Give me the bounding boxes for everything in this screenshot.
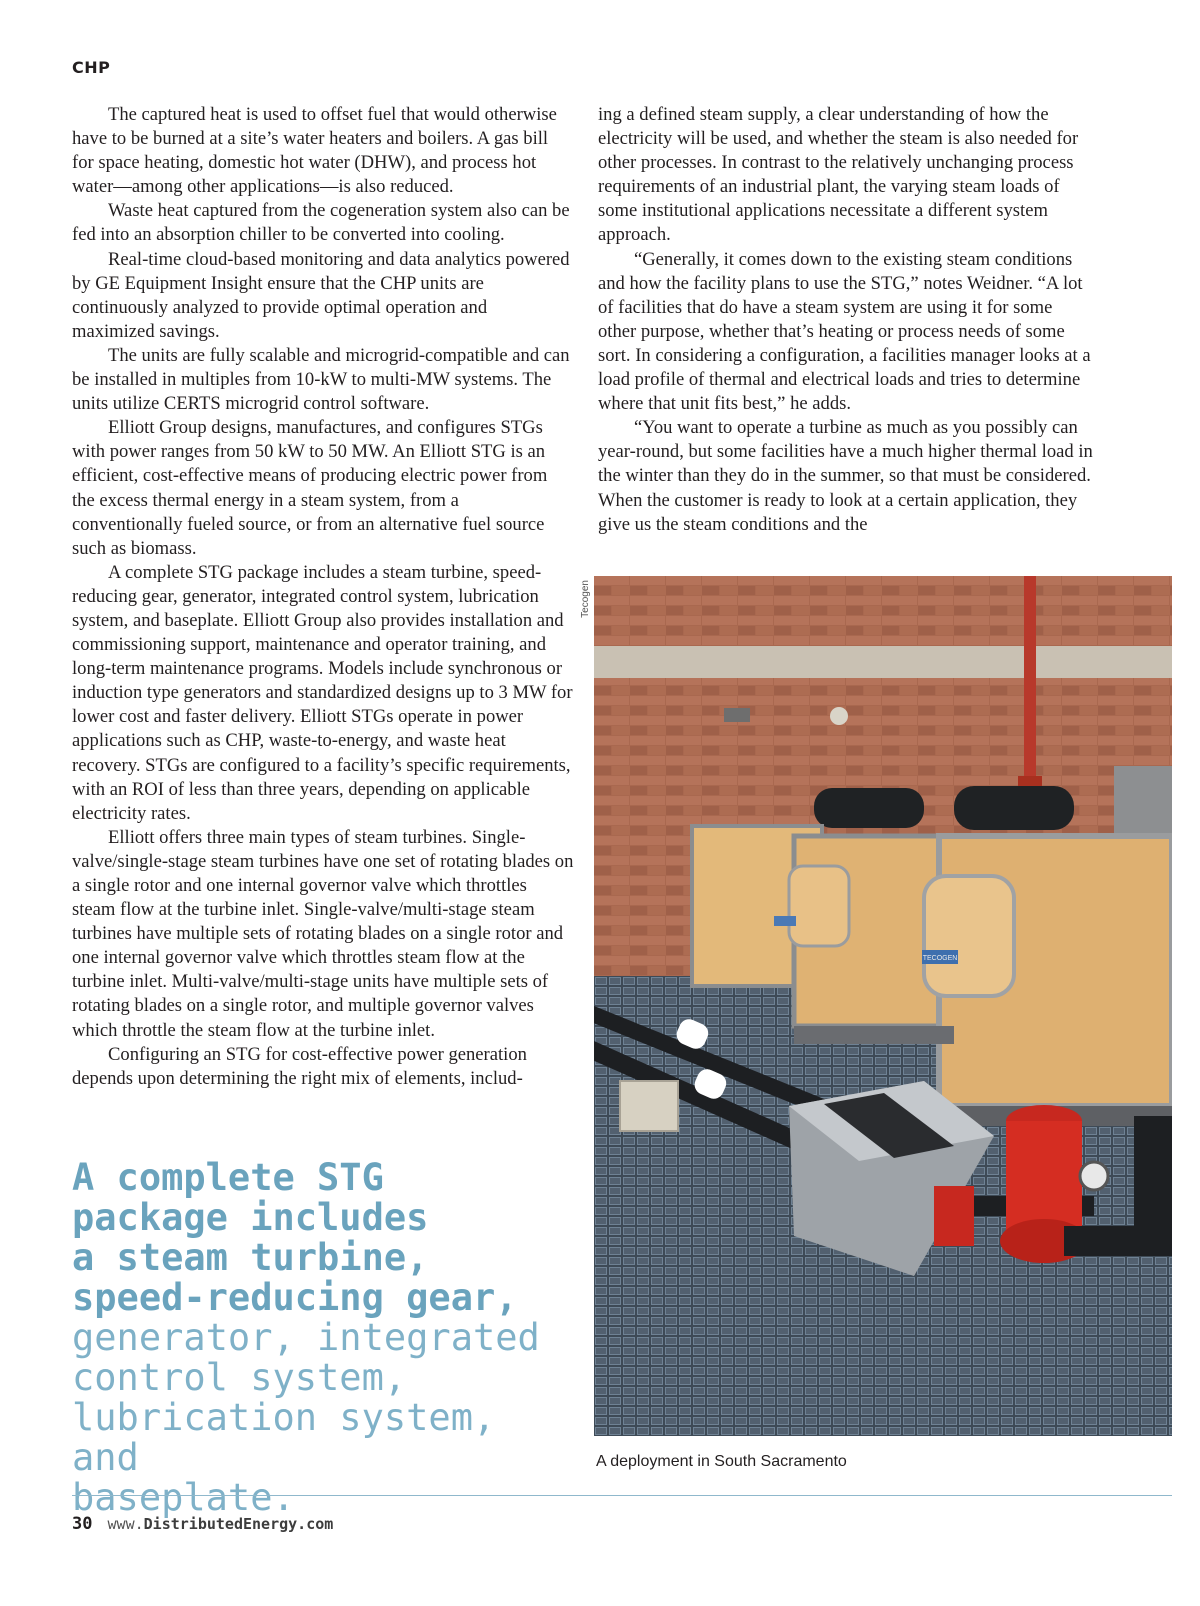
paragraph: Elliott Group designs, manufactures, and configures STGs with power ranges from 50 kW to 50 MW. An Elliott STG is an efficient, cost-effective means of producing electric power from the excess thermal energy in a steam system, from a conventionally fueled source, or from an alternative fuel source such as biomass. [72, 417, 548, 559]
deployment-illustration [594, 576, 1172, 1436]
page-footer [72, 1514, 333, 1534]
pull-quote-line: package includes [72, 1196, 429, 1239]
page-number: 30 [72, 1514, 93, 1534]
paragraph: “You want to operate a turbine as much as you possibly can year-round, but some facilities have a much higher thermal load in the winter than they do in the summer, so that must be considered. When the customer is ready to look at a certain application, they give us the steam conditions and the [598, 417, 1093, 535]
paragraph: “Generally, it comes down to the existing steam conditions and how the facility plans to use the STG,” notes Weidner. “A lot of facilities that do have a steam system are using it for some other purpose, whether that’s heating or process needs of some sort. In considering a configuration, a facilities manager looks at a load profile of thermal and electrical loads and tries to determine where that unit fits best,” he adds. [598, 248, 1091, 415]
paragraph: A complete STG package includes a steam turbine, speed-reducing gear, generator, integrated control system, lubrication system, and baseplate. Elliott Group also provides installation and commissioning support, maintenance and operator training, and long-term maintenance programs. Models include synchronous or induction type generators and standardized designs up to 3 MW for lower cost and faster delivery. Elliott STGs operate in power applications such as CHP, waste-to-energy, and waste heat recovery. STGs are configured to a facility’s specific requirements, with an ROI of less than three years, depending on applicable electricity rates. [72, 561, 573, 824]
website-link[interactable] [108, 1515, 334, 1533]
website-name: DistributedEnergy.com [143, 1515, 334, 1533]
pull-quote [72, 1158, 572, 1518]
paragraph: Real-time cloud-based monitoring and data analytics powered by GE Equipment Insight ensure that the CHP units are continuously analyzed to provide optimal operation and maximized savings. [72, 248, 570, 342]
deployment-photo [594, 576, 1172, 1436]
paragraph: The units are fully scalable and microgrid-compatible and can be installed in multiples from 10-kW to multi-MW systems. The units utilize CERTS microgrid control software. [72, 344, 570, 415]
paragraph: Elliott offers three main types of steam turbines. Single-valve/single-stage steam turbines have one set of rotating blades on a single rotor and one internal governor valve which throttles steam flow at the turbine inlet. Single-valve/multi-stage steam turbines have multiple sets of rotating blades on a single rotor and one internal governor valve which throttles steam flow at the turbine inlet. Multi-valve/multi-stage units have multiple sets of rotating blades on a single rotor, and multiple governor valves which throttle the steam flow at the turbine inlet. [72, 826, 574, 1041]
photo-credit: Tecogen [580, 580, 591, 618]
pull-quote-line: baseplate. [72, 1476, 295, 1519]
section-tag: CHP [72, 58, 111, 77]
pull-quote-line: control system, [72, 1356, 407, 1399]
paragraph: The captured heat is used to offset fuel that would otherwise have to be burned at a site’s water heaters and boilers. A gas bill for space heating, domestic hot water (DHW), and process hot water—among other applications—is also reduced. [72, 104, 557, 198]
pull-quote-line: speed-reducing gear, [72, 1276, 518, 1319]
pull-quote-line: generator, integrated [72, 1316, 540, 1359]
article-column-right [598, 103, 1094, 537]
website-prefix: www. [107, 1515, 144, 1533]
pull-quote-line: A complete STG [72, 1156, 384, 1199]
photo-caption: A deployment in South Sacramento [596, 1453, 847, 1470]
footer-divider [72, 1495, 1172, 1496]
paragraph: Waste heat captured from the cogeneration system also can be fed into an absorption chiller to be converted into cooling. [72, 200, 570, 246]
pull-quote-line: lubrication system, and [72, 1396, 496, 1479]
paragraph-continued: ing a defined steam supply, a clear understanding of how the electricity will be used, and whether the steam is also needed for other processes. In contrast to the relatively unchanging process requirements of an industrial plant, the varying steam loads of some institutional applications necessitate a different system approach. [598, 104, 1079, 246]
pull-quote-line: a steam turbine, [72, 1236, 429, 1279]
paragraph: Configuring an STG for cost-effective power generation depends upon determining the right mix of elements, includ- [72, 1043, 527, 1089]
article-column-left [72, 103, 574, 1091]
unit-label: TECOGEN [922, 955, 958, 962]
